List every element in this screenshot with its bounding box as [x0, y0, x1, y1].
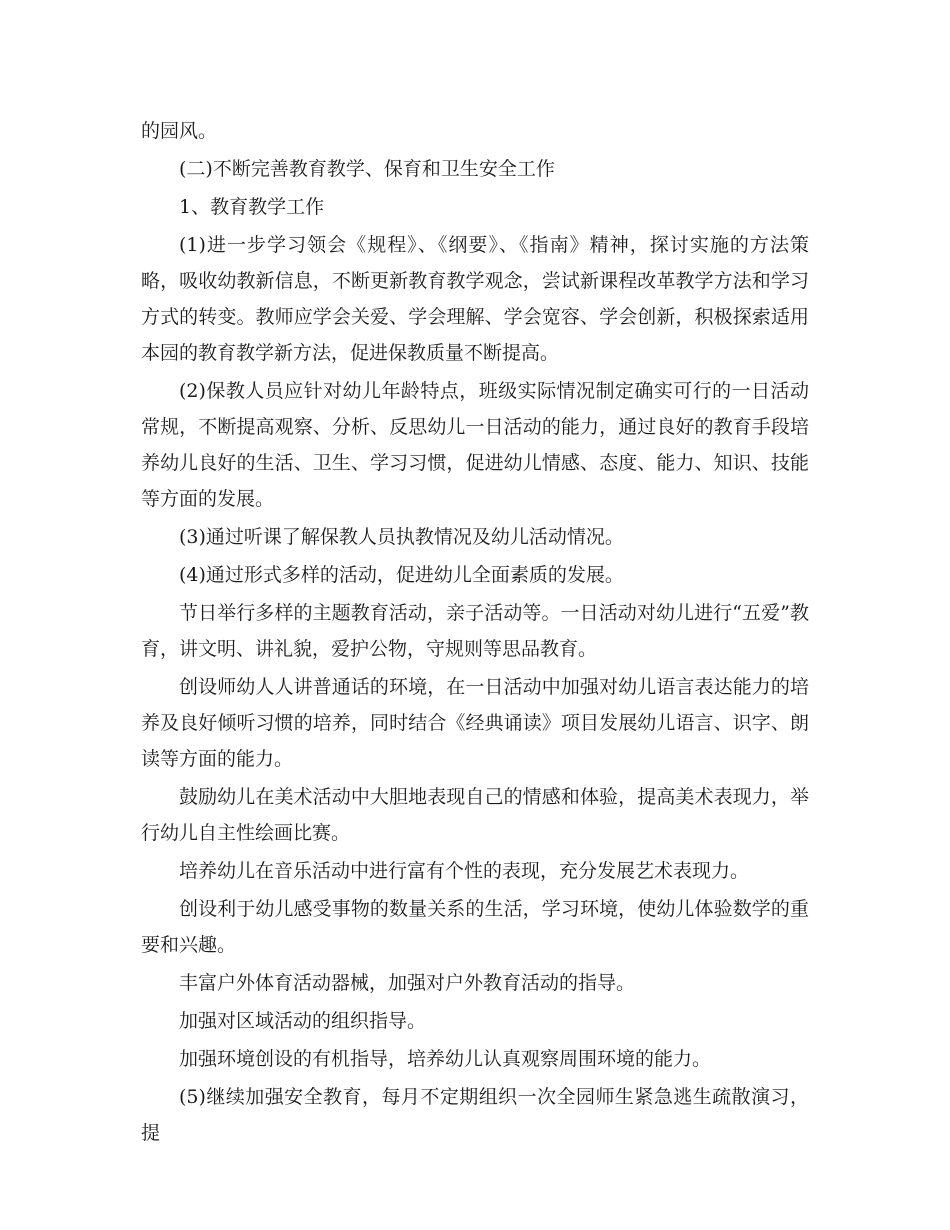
paragraph-outdoor-sports: 丰富户外体育活动器械，加强对户外教育活动的指导。	[179, 972, 636, 994]
paragraph-area-activities: 加强对区域活动的组织指导。	[179, 1010, 427, 1032]
paragraph-item-3: (3)通过听课了解保教人员执教情况及幼儿活动情况。	[179, 526, 624, 548]
paragraph-festival-activities: 节日举行多样的主题教育活动，亲子活动等。一日活动对幼儿进行“五爱”教育，讲文明、讲礼貌，爱护公物，守规则等思品教育。	[141, 602, 809, 660]
section-heading-2: (二)不断完善教育教学、保育和卫生安全工作	[179, 158, 555, 180]
paragraph-mandarin-environment: 创设师幼人人讲普通话的环境，在一日活动中加强对幼儿语言表达能力的培养及良好倾听习惯的培养，同时结合《经典诵读》项目发展幼儿语言、识字、朗读等方面的能力。	[141, 676, 809, 770]
paragraph-art-activities: 鼓励幼儿在美术活动中大胆地表现自己的情感和体验，提高美术表现力，举行幼儿自主性绘画比赛。	[141, 786, 809, 844]
subsection-heading-1: 1、教育教学工作	[179, 196, 325, 218]
paragraph-item-1: (1)进一步学习领会《规程》、《纲要》、《指南》精神，探讨实施的方法策略，吸收幼教新信息，不断更新教育教学观念，尝试新课程改革教学方法和学习方式的转变。教师应学会关爱、学会理解、学会宽容、学会创新，积极探索适用本园的教育教学新方法，促进保教质量不断提高。	[141, 234, 809, 364]
paragraph-item-2: (2)保教人员应针对幼儿年龄特点，班级实际情况制定确实可行的一日活动常规，不断提高观察、分析、反思幼儿一日活动的能力，通过良好的教育手段培养幼儿良好的生活、卫生、学习习惯，促进幼儿情感、态度、能力、知识、技能等方面的发展。	[141, 380, 809, 510]
paragraph-item-5: (5)继续加强安全教育，每月不定期组织一次全园师生紧急逃生疏散演习，提	[141, 1086, 809, 1144]
paragraph-math-environment: 创设利于幼儿感受事物的数量关系的生活，学习环境，使幼儿体验数学的重要和兴趣。	[141, 898, 809, 956]
paragraph-environment-guidance: 加强环境创设的有机指导，培养幼儿认真观察周围环境的能力。	[179, 1048, 712, 1070]
paragraph-continuation: 的园风。	[141, 120, 218, 142]
paragraph-item-4: (4)通过形式多样的活动，促进幼儿全面素质的发展。	[179, 564, 624, 586]
document-body	[141, 113, 809, 1153]
paragraph-music-activities: 培养幼儿在音乐活动中进行富有个性的表现，充分发展艺术表现力。	[179, 860, 750, 882]
